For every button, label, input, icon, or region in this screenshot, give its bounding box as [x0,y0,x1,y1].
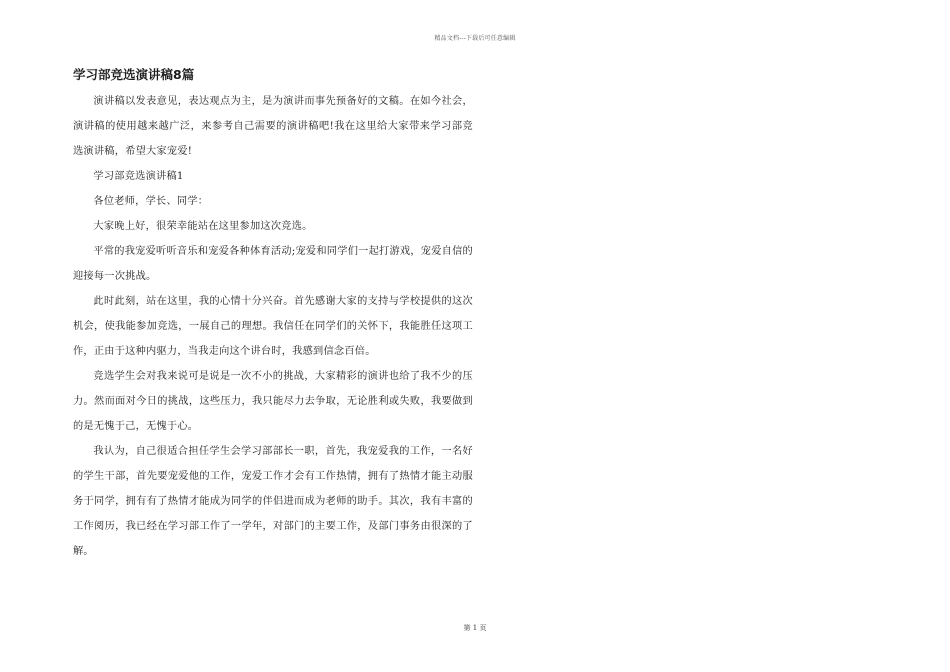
document-title: 学习部竞选演讲稿8篇 [73,67,195,82]
document-body [73,66,473,564]
paragraph-intro: 演讲稿以发表意见，表达观点为主，是为演讲而事先预备好的文稿。在如今社会，演讲稿的使用越来越广泛，来参考自己需要的演讲稿吧!我在这里给大家带来学习部竞选演讲稿，希望大家宠爱! [73,96,473,157]
paragraph-challenge: 竞选学生会对我来说可是说是一次不小的挑战，大家精彩的演讲也给了我不少的压力。然而面对今日的挑战，这些压力，我只能尽力去争取，无论胜利或失败，我要做到的是无愧于己，无愧于心。 [73,371,473,432]
paragraph-subtitle: 学习部竞选演讲稿1 [93,171,184,182]
paragraph-hobbies: 平常的我宠爱听听音乐和宠爱各种体育活动;宠爱和同学们一起打游戏，宠爱自信的迎接每一次挑战。 [73,246,473,282]
page-number: 第 1 页 [463,624,487,632]
paragraph-thanks: 此时此刻，站在这里，我的心情十分兴奋。首先感谢大家的支持与学校提供的这次机会，使我能参加竞选，一展自己的理想。我信任在同学们的关怀下，我能胜任这项工作，正由于这种内驱力，当我走向这个讲台时，我感到信念百倍。 [73,296,473,357]
page-header: 精品文档---下载后可任意编辑 [434,35,516,42]
paragraph-qualification: 我认为，自己很适合担任学生会学习部部长一职，首先，我宠爱我的工作，一名好的学生干部，首先要宠爱他的工作，宠爱工作才会有工作热情，拥有了热情才能主动服务于同学，拥有有了热情才能成为同学的伴侣进而成为老师的助手。其次，我有丰富的工作阅历，我已经在学习部工作了一学年，对部门的主要工作，及部门事务由很深的了解。 [73,446,473,557]
paragraph-salutation: 各位老师，学长、同学： [93,196,209,207]
paragraph-greeting: 大家晚上好，很荣幸能站在这里参加这次竞选。 [93,221,313,232]
